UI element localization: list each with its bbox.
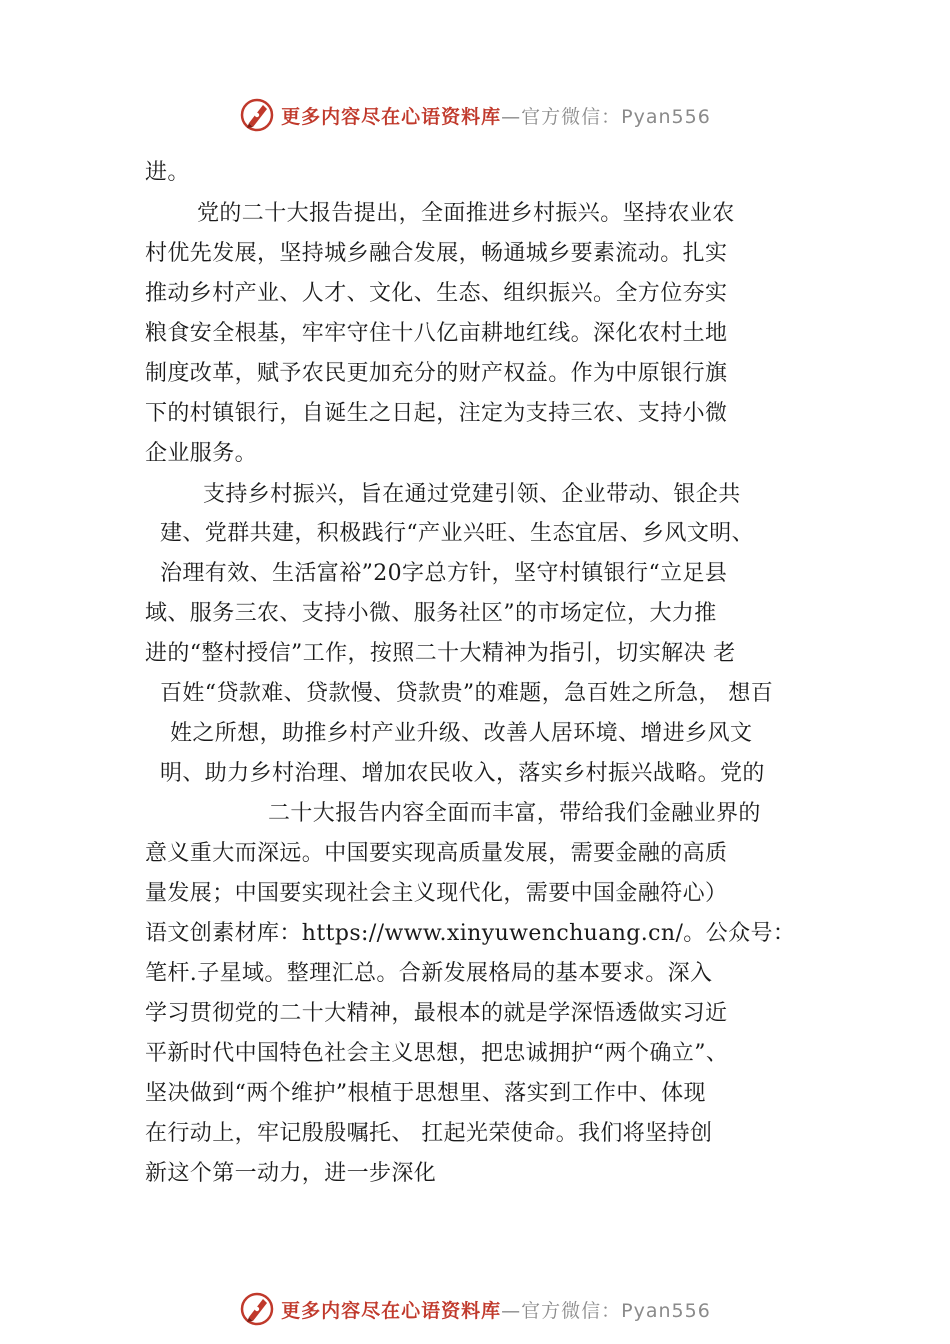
body-line: 明、助力乡村治理、增加农民收入，落实乡村振兴战略。党的 <box>160 761 765 786</box>
body-line: 进的“整村授信”工作，按照二十大精神为指引，切实解决 老 <box>145 641 736 666</box>
body-line: 姓之所想，助推乡村产业升级、改善人居环境、增进乡风文 <box>170 721 753 746</box>
body-line: 支持乡村振兴，旨在通过党建引领、企业带动、银企共 <box>203 482 741 507</box>
header-banner-title: 更多内容尽在心语资料库 <box>281 105 502 128</box>
header-banner <box>0 93 950 137</box>
body-line: 新这个第一动力，进一步深化 <box>145 1161 437 1186</box>
body-line: 百姓“贷款难、贷款慢、贷款贵”的难题，急百姓之所急， 想百 <box>160 681 774 706</box>
body-line: 下的村镇银行，自诞生之日起，注定为支持三农、支持小微 <box>145 401 728 426</box>
body-line: 建、党群共建，积极践行“产业兴旺、生态宜居、乡风文明、 <box>160 521 755 546</box>
body-line: 意义重大而深远。中国要实现高质量发展，需要金融的高质 <box>145 841 728 866</box>
body-line: 企业服务。 <box>145 441 258 466</box>
pen-logo-icon <box>239 97 275 133</box>
header-banner-wechat: —官方微信：Pyan556 <box>501 105 711 128</box>
footer-banner-title: 更多内容尽在心语资料库 <box>281 1299 502 1322</box>
body-line: 平新时代中国特色社会主义思想，把忠诚拥护“两个确立”、 <box>145 1041 729 1066</box>
body-line: 坚决做到“两个维护”根植于思想里、落实到工作中、体现 <box>145 1081 706 1106</box>
body-line: 域、服务三农、支持小微、服务社区”的市场定位，大力推 <box>145 601 717 626</box>
body-line: 学习贯彻党的二十大精神，最根本的就是学深悟透做实习近 <box>145 1001 728 1026</box>
pen-logo-icon <box>239 1291 275 1327</box>
body-line: 治理有效、生活富裕”20字总方针，坚守村镇银行“立足县 <box>160 561 728 586</box>
body-line: 在行动上，牢记殷殷嘱托、 扛起光荣使命。我们将坚持创 <box>145 1121 713 1146</box>
footer-banner <box>0 1287 950 1331</box>
body-line: 村优先发展，坚持城乡融合发展，畅通城乡要素流动。扎实 <box>145 241 728 266</box>
body-line: 粮食安全根基，牢牢守住十八亿亩耕地红线。深化农村土地 <box>145 321 728 346</box>
body-line: 进。 <box>145 160 190 185</box>
body-line: 语文创素材库：https://www.xinyuwenchuang.cn/。公众号： <box>145 921 796 946</box>
body-line: 笔杆.子星域。整理汇总。合新发展格局的基本要求。深入 <box>145 961 713 986</box>
body-line: 量发展；中国要实现社会主义现代化，需要中国金融符心） <box>145 881 728 906</box>
body-line: 推动乡村产业、人才、文化、生态、组织振兴。全方位夯实 <box>145 281 728 306</box>
body-line: 党的二十大报告提出，全面推进乡村振兴。坚持农业农 <box>197 201 735 226</box>
body-line: 二十大报告内容全面而丰富，带给我们金融业界的 <box>268 801 761 826</box>
footer-banner-wechat: —官方微信：Pyan556 <box>501 1299 711 1322</box>
body-line: 制度改革，赋予农民更加充分的财产权益。作为中原银行旗 <box>145 361 728 386</box>
